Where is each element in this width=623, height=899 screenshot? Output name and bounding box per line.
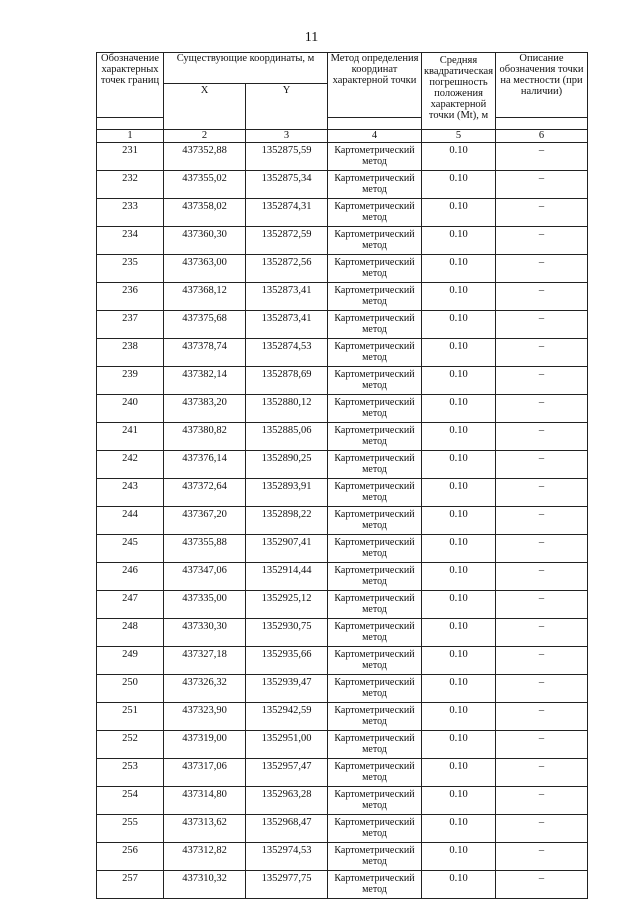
description-cell: – [496,563,588,591]
point-cell: 251 [97,703,164,731]
table-row [97,703,588,731]
y-coordinate-cell: 1352890,25 [246,451,328,479]
method-cell: Картометрический метод [328,395,422,423]
point-cell: 257 [97,871,164,899]
point-cell: 252 [97,731,164,759]
header-method-spacer [328,118,422,130]
table-row [97,731,588,759]
point-cell: 233 [97,199,164,227]
y-coordinate-cell: 1352872,56 [246,255,328,283]
table-row [97,479,588,507]
y-coordinate-cell: 1352914,44 [246,563,328,591]
x-coordinate-cell: 437335,00 [164,591,246,619]
x-coordinate-cell: 437380,82 [164,423,246,451]
point-cell: 240 [97,395,164,423]
table-row [97,871,588,899]
method-cell: Картометрический метод [328,787,422,815]
y-coordinate-cell: 1352873,41 [246,311,328,339]
x-coordinate-cell: 437376,14 [164,451,246,479]
table-row [97,143,588,171]
error-cell: 0.10 [422,647,496,675]
header-description: Описание обозначения точки на местности (при наличии) [496,53,588,118]
x-coordinate-cell: 437355,02 [164,171,246,199]
header-error: Средняя квадратическая погрешность положения характерной точки (Mt), м [422,53,496,130]
description-cell: – [496,647,588,675]
description-cell: – [496,731,588,759]
point-cell: 253 [97,759,164,787]
method-cell: Картометрический метод [328,367,422,395]
header-point: Обозначение характерных точек границ [97,53,164,118]
method-cell: Картометрический метод [328,255,422,283]
table-row [97,311,588,339]
x-coordinate-cell: 437312,82 [164,843,246,871]
table-row [97,171,588,199]
x-coordinate-cell: 437355,88 [164,535,246,563]
table-row [97,647,588,675]
description-cell: – [496,451,588,479]
table-row [97,535,588,563]
column-numbers-row [97,130,588,143]
description-cell: – [496,675,588,703]
header-method: Метод определения координат характерной точки [328,53,422,118]
error-cell: 0.10 [422,171,496,199]
header-point-spacer [97,118,164,130]
y-coordinate-cell: 1352875,59 [246,143,328,171]
y-coordinate-cell: 1352963,28 [246,787,328,815]
table-row [97,227,588,255]
y-coordinate-cell: 1352977,75 [246,871,328,899]
table-row [97,451,588,479]
table-row [97,283,588,311]
header-y: Y [246,84,328,130]
error-cell: 0.10 [422,843,496,871]
error-cell: 0.10 [422,339,496,367]
point-cell: 254 [97,787,164,815]
error-cell: 0.10 [422,367,496,395]
table-row [97,759,588,787]
point-cell: 255 [97,815,164,843]
description-cell: – [496,423,588,451]
method-cell: Картометрический метод [328,647,422,675]
method-cell: Картометрический метод [328,843,422,871]
point-cell: 231 [97,143,164,171]
y-coordinate-cell: 1352874,53 [246,339,328,367]
table-body [97,143,588,899]
point-cell: 249 [97,647,164,675]
y-coordinate-cell: 1352898,22 [246,507,328,535]
y-coordinate-cell: 1352968,47 [246,815,328,843]
x-coordinate-cell: 437368,12 [164,283,246,311]
error-cell: 0.10 [422,619,496,647]
table-row [97,507,588,535]
description-cell: – [496,535,588,563]
x-coordinate-cell: 437317,06 [164,759,246,787]
description-cell: – [496,227,588,255]
y-coordinate-cell: 1352875,34 [246,171,328,199]
x-coordinate-cell: 437319,00 [164,731,246,759]
x-coordinate-cell: 437363,00 [164,255,246,283]
x-coordinate-cell: 437360,30 [164,227,246,255]
point-cell: 250 [97,675,164,703]
point-cell: 244 [97,507,164,535]
method-cell: Картометрический метод [328,423,422,451]
method-cell: Картометрический метод [328,227,422,255]
x-coordinate-cell: 437352,88 [164,143,246,171]
error-cell: 0.10 [422,787,496,815]
y-coordinate-cell: 1352951,00 [246,731,328,759]
description-cell: – [496,339,588,367]
method-cell: Картометрический метод [328,759,422,787]
x-coordinate-cell: 437310,32 [164,871,246,899]
description-cell: – [496,255,588,283]
description-cell: – [496,759,588,787]
y-coordinate-cell: 1352957,47 [246,759,328,787]
x-coordinate-cell: 437372,64 [164,479,246,507]
method-cell: Картометрический метод [328,171,422,199]
point-cell: 234 [97,227,164,255]
error-cell: 0.10 [422,199,496,227]
y-coordinate-cell: 1352880,12 [246,395,328,423]
table-row [97,423,588,451]
x-coordinate-cell: 437378,74 [164,339,246,367]
x-coordinate-cell: 437330,30 [164,619,246,647]
point-cell: 243 [97,479,164,507]
method-cell: Картометрический метод [328,339,422,367]
table-row [97,563,588,591]
error-cell: 0.10 [422,395,496,423]
table-row [97,367,588,395]
description-cell: – [496,871,588,899]
table-row [97,255,588,283]
x-coordinate-cell: 437367,20 [164,507,246,535]
table-row [97,815,588,843]
description-cell: – [496,311,588,339]
point-cell: 246 [97,563,164,591]
method-cell: Картометрический метод [328,143,422,171]
y-coordinate-cell: 1352893,91 [246,479,328,507]
y-coordinate-cell: 1352925,12 [246,591,328,619]
method-cell: Картометрический метод [328,619,422,647]
x-coordinate-cell: 437383,20 [164,395,246,423]
description-cell: – [496,283,588,311]
header-coordinates: Существующие координаты, м [164,53,328,84]
point-cell: 238 [97,339,164,367]
method-cell: Картометрический метод [328,563,422,591]
error-cell: 0.10 [422,591,496,619]
header-row [97,53,588,84]
description-cell: – [496,591,588,619]
table-row [97,591,588,619]
x-coordinate-cell: 437323,90 [164,703,246,731]
x-coordinate-cell: 437358,02 [164,199,246,227]
description-cell: – [496,367,588,395]
coordinates-table [96,52,588,899]
method-cell: Картометрический метод [328,451,422,479]
table-row [97,787,588,815]
y-coordinate-cell: 1352874,31 [246,199,328,227]
y-coordinate-cell: 1352872,59 [246,227,328,255]
error-cell: 0.10 [422,451,496,479]
description-cell: – [496,703,588,731]
table-row [97,675,588,703]
x-coordinate-cell: 437314,80 [164,787,246,815]
x-coordinate-cell: 437326,32 [164,675,246,703]
point-cell: 242 [97,451,164,479]
method-cell: Картометрический метод [328,479,422,507]
x-coordinate-cell: 437375,68 [164,311,246,339]
description-cell: – [496,143,588,171]
error-cell: 0.10 [422,815,496,843]
description-cell: – [496,619,588,647]
y-coordinate-cell: 1352974,53 [246,843,328,871]
method-cell: Картометрический метод [328,871,422,899]
column-number: 2 [164,130,246,143]
point-cell: 235 [97,255,164,283]
error-cell: 0.10 [422,871,496,899]
y-coordinate-cell: 1352939,47 [246,675,328,703]
header-description-spacer [496,118,588,130]
point-cell: 239 [97,367,164,395]
table-row [97,395,588,423]
x-coordinate-cell: 437347,06 [164,563,246,591]
method-cell: Картометрический метод [328,535,422,563]
error-cell: 0.10 [422,143,496,171]
x-coordinate-cell: 437327,18 [164,647,246,675]
error-cell: 0.10 [422,423,496,451]
table-row [97,199,588,227]
error-cell: 0.10 [422,283,496,311]
description-cell: – [496,171,588,199]
error-cell: 0.10 [422,759,496,787]
error-cell: 0.10 [422,311,496,339]
error-cell: 0.10 [422,255,496,283]
column-number: 5 [422,130,496,143]
description-cell: – [496,507,588,535]
column-number: 4 [328,130,422,143]
point-cell: 247 [97,591,164,619]
y-coordinate-cell: 1352942,59 [246,703,328,731]
error-cell: 0.10 [422,563,496,591]
method-cell: Картометрический метод [328,815,422,843]
error-cell: 0.10 [422,507,496,535]
error-cell: 0.10 [422,535,496,563]
y-coordinate-cell: 1352930,75 [246,619,328,647]
description-cell: – [496,199,588,227]
description-cell: – [496,843,588,871]
method-cell: Картометрический метод [328,731,422,759]
column-number: 1 [97,130,164,143]
table-row [97,843,588,871]
point-cell: 232 [97,171,164,199]
error-cell: 0.10 [422,479,496,507]
description-cell: – [496,815,588,843]
method-cell: Картометрический метод [328,199,422,227]
point-cell: 241 [97,423,164,451]
error-cell: 0.10 [422,675,496,703]
method-cell: Картометрический метод [328,675,422,703]
table-row [97,339,588,367]
error-cell: 0.10 [422,703,496,731]
point-cell: 236 [97,283,164,311]
y-coordinate-cell: 1352873,41 [246,283,328,311]
method-cell: Картометрический метод [328,703,422,731]
method-cell: Картометрический метод [328,311,422,339]
y-coordinate-cell: 1352935,66 [246,647,328,675]
error-cell: 0.10 [422,731,496,759]
point-cell: 245 [97,535,164,563]
method-cell: Картометрический метод [328,591,422,619]
description-cell: – [496,395,588,423]
column-number: 3 [246,130,328,143]
description-cell: – [496,479,588,507]
y-coordinate-cell: 1352878,69 [246,367,328,395]
description-cell: – [496,787,588,815]
column-number: 6 [496,130,588,143]
header-x: X [164,84,246,130]
point-cell: 237 [97,311,164,339]
table-row [97,619,588,647]
error-cell: 0.10 [422,227,496,255]
method-cell: Картометрический метод [328,507,422,535]
method-cell: Картометрический метод [328,283,422,311]
page-number: 11 [304,30,319,45]
y-coordinate-cell: 1352907,41 [246,535,328,563]
point-cell: 256 [97,843,164,871]
x-coordinate-cell: 437313,62 [164,815,246,843]
point-cell: 248 [97,619,164,647]
y-coordinate-cell: 1352885,06 [246,423,328,451]
x-coordinate-cell: 437382,14 [164,367,246,395]
